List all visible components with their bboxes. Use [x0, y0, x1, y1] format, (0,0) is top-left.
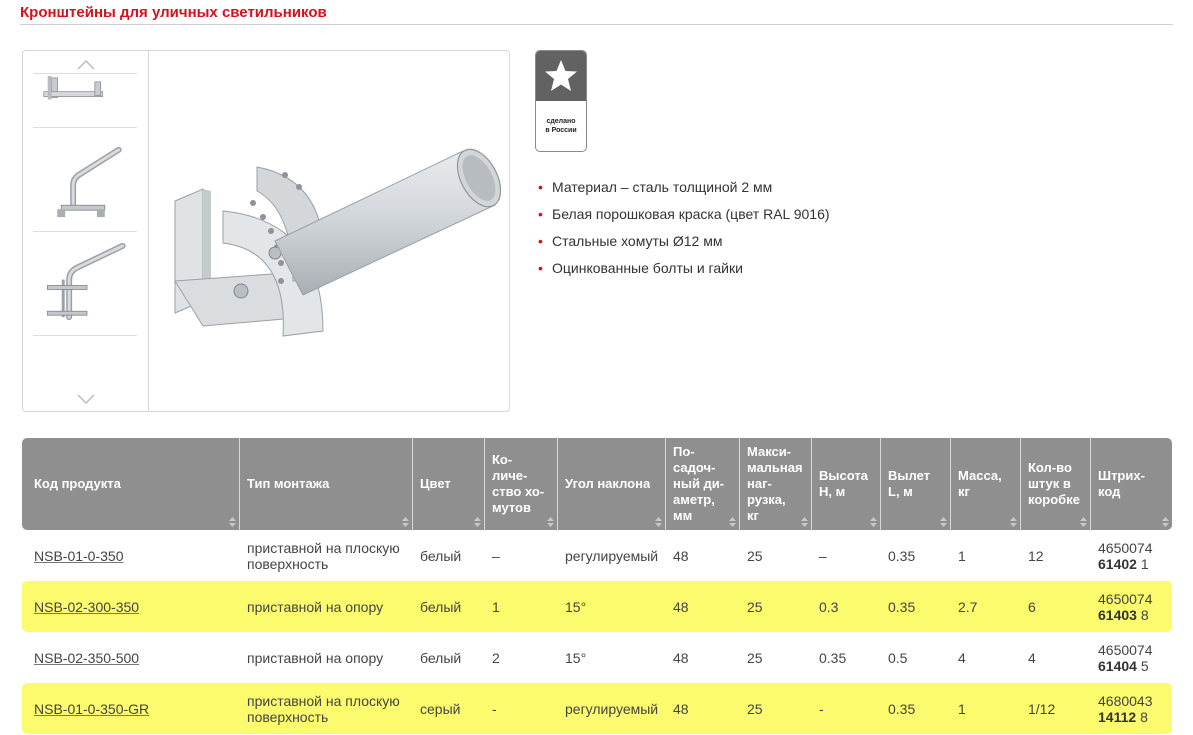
thumbnail-1[interactable] — [33, 73, 137, 127]
load-cell: 25 — [747, 547, 763, 564]
sort-icon[interactable] — [940, 517, 947, 527]
product-code-link[interactable]: NSB-02-300-350 — [34, 598, 140, 615]
feature-item — [538, 174, 830, 201]
column-header-qty[interactable]: Кол-во штук в коробке — [1021, 438, 1091, 530]
table-row — [22, 530, 1172, 581]
column-header-height[interactable]: Высота H, м — [812, 438, 881, 530]
feature-text: Белая порошковая краска (цвет RAL 9016) — [552, 206, 830, 222]
column-header-clamps[interactable]: Ко-личе-ство хо-мутов — [485, 438, 558, 530]
thumbnail-strip — [23, 51, 149, 411]
sort-icon[interactable] — [474, 517, 481, 527]
thumbnail-2[interactable] — [33, 127, 137, 231]
column-header-reach[interactable]: Вылет L, м — [881, 438, 951, 530]
badge-line-2: в России — [545, 127, 577, 134]
table-header-row — [22, 438, 1172, 530]
star-icon — [543, 58, 579, 94]
qty-cell: 12 — [1028, 547, 1044, 564]
thumbnail-4[interactable] — [33, 335, 137, 387]
sort-icon[interactable] — [1162, 517, 1169, 527]
product-gallery — [22, 50, 510, 412]
barcode-cell: 4650074 61403 8 — [1091, 581, 1172, 632]
diameter-cell: 48 — [666, 581, 740, 632]
sort-icon[interactable] — [1080, 517, 1087, 527]
table-row-highlighted — [22, 581, 1172, 632]
product-main-image — [163, 131, 503, 381]
reach-cell: 0.35 — [881, 581, 951, 632]
badge-line-1: сделано — [546, 118, 576, 125]
diameter-cell: 48 — [673, 649, 689, 666]
chevron-up-icon — [73, 55, 99, 75]
qty-cell: 1/12 — [1021, 683, 1091, 734]
column-header-mount[interactable]: Тип монтажа — [240, 438, 413, 530]
reach-cell: 0.35 — [888, 547, 916, 564]
angle-cell: 15° — [558, 581, 666, 632]
mass-cell: 2.7 — [951, 581, 1021, 632]
qty-cell: 4 — [1028, 649, 1036, 666]
product-code-link[interactable]: NSB-02-350-500 — [34, 649, 140, 666]
height-cell: - — [812, 683, 881, 734]
column-header-diameter[interactable]: По-садоч-ный ди-аметр, мм — [666, 438, 740, 530]
bracket-thumbnail-image — [33, 232, 137, 335]
sort-icon[interactable] — [729, 517, 736, 527]
scroll-down-button[interactable] — [73, 389, 99, 409]
angle-cell: 15° — [565, 649, 587, 666]
specifications-table — [22, 438, 1172, 734]
sort-icon[interactable] — [801, 517, 808, 527]
reach-cell: 0.35 — [881, 683, 951, 734]
scroll-up-button[interactable] — [73, 55, 99, 75]
chevron-down-icon — [73, 389, 99, 409]
title-divider — [20, 24, 1173, 25]
feature-text: Материал – сталь толщиной 2 мм — [552, 179, 773, 195]
barcode-cell: 4650074 61402 1 — [1098, 539, 1153, 572]
sort-icon[interactable] — [1010, 517, 1017, 527]
clamps-cell: 1 — [485, 581, 558, 632]
thumbnail-3[interactable] — [33, 231, 137, 335]
clamps-cell: - — [485, 683, 558, 734]
feature-item — [538, 201, 830, 228]
table-row-highlighted — [22, 683, 1172, 734]
mount-cell: приставной на опору — [247, 649, 384, 666]
load-cell: 25 — [747, 649, 763, 666]
badge-header — [536, 51, 586, 101]
product-code-link[interactable]: NSB-01-0-350-GR — [34, 700, 150, 717]
reach-cell: 0.5 — [888, 649, 908, 666]
height-cell: – — [819, 547, 827, 564]
mount-cell: приставной на плоскую поверхность — [247, 539, 400, 572]
column-header-mass[interactable]: Масса, кг — [951, 438, 1021, 530]
bracket-thumbnail-image — [33, 128, 137, 231]
color-cell: белый — [420, 547, 462, 564]
height-cell: 0.3 — [812, 581, 881, 632]
table-row — [22, 632, 1172, 683]
bullet-icon: • — [538, 233, 543, 249]
mass-cell: 1 — [958, 547, 966, 564]
made-in-russia-badge — [535, 50, 587, 152]
mount-cell: приставной на опору — [240, 581, 413, 632]
mass-cell: 4 — [958, 649, 966, 666]
column-header-color[interactable]: Цвет — [413, 438, 485, 530]
feature-text: Стальные хомуты Ø12 мм — [552, 233, 723, 249]
clamps-cell: 2 — [492, 649, 500, 666]
qty-cell: 6 — [1021, 581, 1091, 632]
badge-text — [536, 117, 586, 135]
sort-icon[interactable] — [870, 517, 877, 527]
product-code-link[interactable]: NSB-01-0-350 — [34, 547, 124, 564]
bracket-thumbnail-image — [33, 74, 137, 127]
bullet-icon: • — [538, 260, 543, 276]
feature-list — [538, 174, 830, 282]
load-cell: 25 — [740, 683, 812, 734]
sort-icon[interactable] — [547, 517, 554, 527]
column-header-barcode[interactable]: Штрих-код — [1091, 438, 1172, 530]
page-title: Кронштейны для уличных светильников — [20, 4, 327, 21]
angle-cell: регулируемый — [558, 683, 666, 734]
color-cell: белый — [413, 581, 485, 632]
angle-cell: регулируемый — [565, 547, 659, 564]
height-cell: 0.35 — [819, 649, 847, 666]
load-cell: 25 — [740, 581, 812, 632]
color-cell: белый — [420, 649, 462, 666]
diameter-cell: 48 — [673, 547, 689, 564]
bullet-icon: • — [538, 206, 543, 222]
diameter-cell: 48 — [666, 683, 740, 734]
sort-icon[interactable] — [229, 517, 236, 527]
column-header-angle[interactable]: Угол наклона — [558, 438, 666, 530]
bullet-icon: • — [538, 179, 543, 195]
clamps-cell: – — [492, 547, 500, 564]
sort-icon[interactable] — [402, 517, 409, 527]
mass-cell: 1 — [951, 683, 1021, 734]
feature-item — [538, 255, 830, 282]
column-header-code[interactable]: Код продукта — [22, 438, 240, 530]
barcode-cell: 4680043 14112 8 — [1091, 683, 1172, 734]
column-header-load[interactable]: Макси-мальная наг-рузка, кг — [740, 438, 812, 530]
color-cell: серый — [413, 683, 485, 734]
feature-item — [538, 228, 830, 255]
feature-text: Оцинкованные болты и гайки — [552, 260, 743, 276]
mount-cell: приставной на плоскую поверхность — [240, 683, 413, 734]
barcode-cell: 4650074 61404 5 — [1098, 641, 1153, 674]
sort-icon[interactable] — [655, 517, 662, 527]
